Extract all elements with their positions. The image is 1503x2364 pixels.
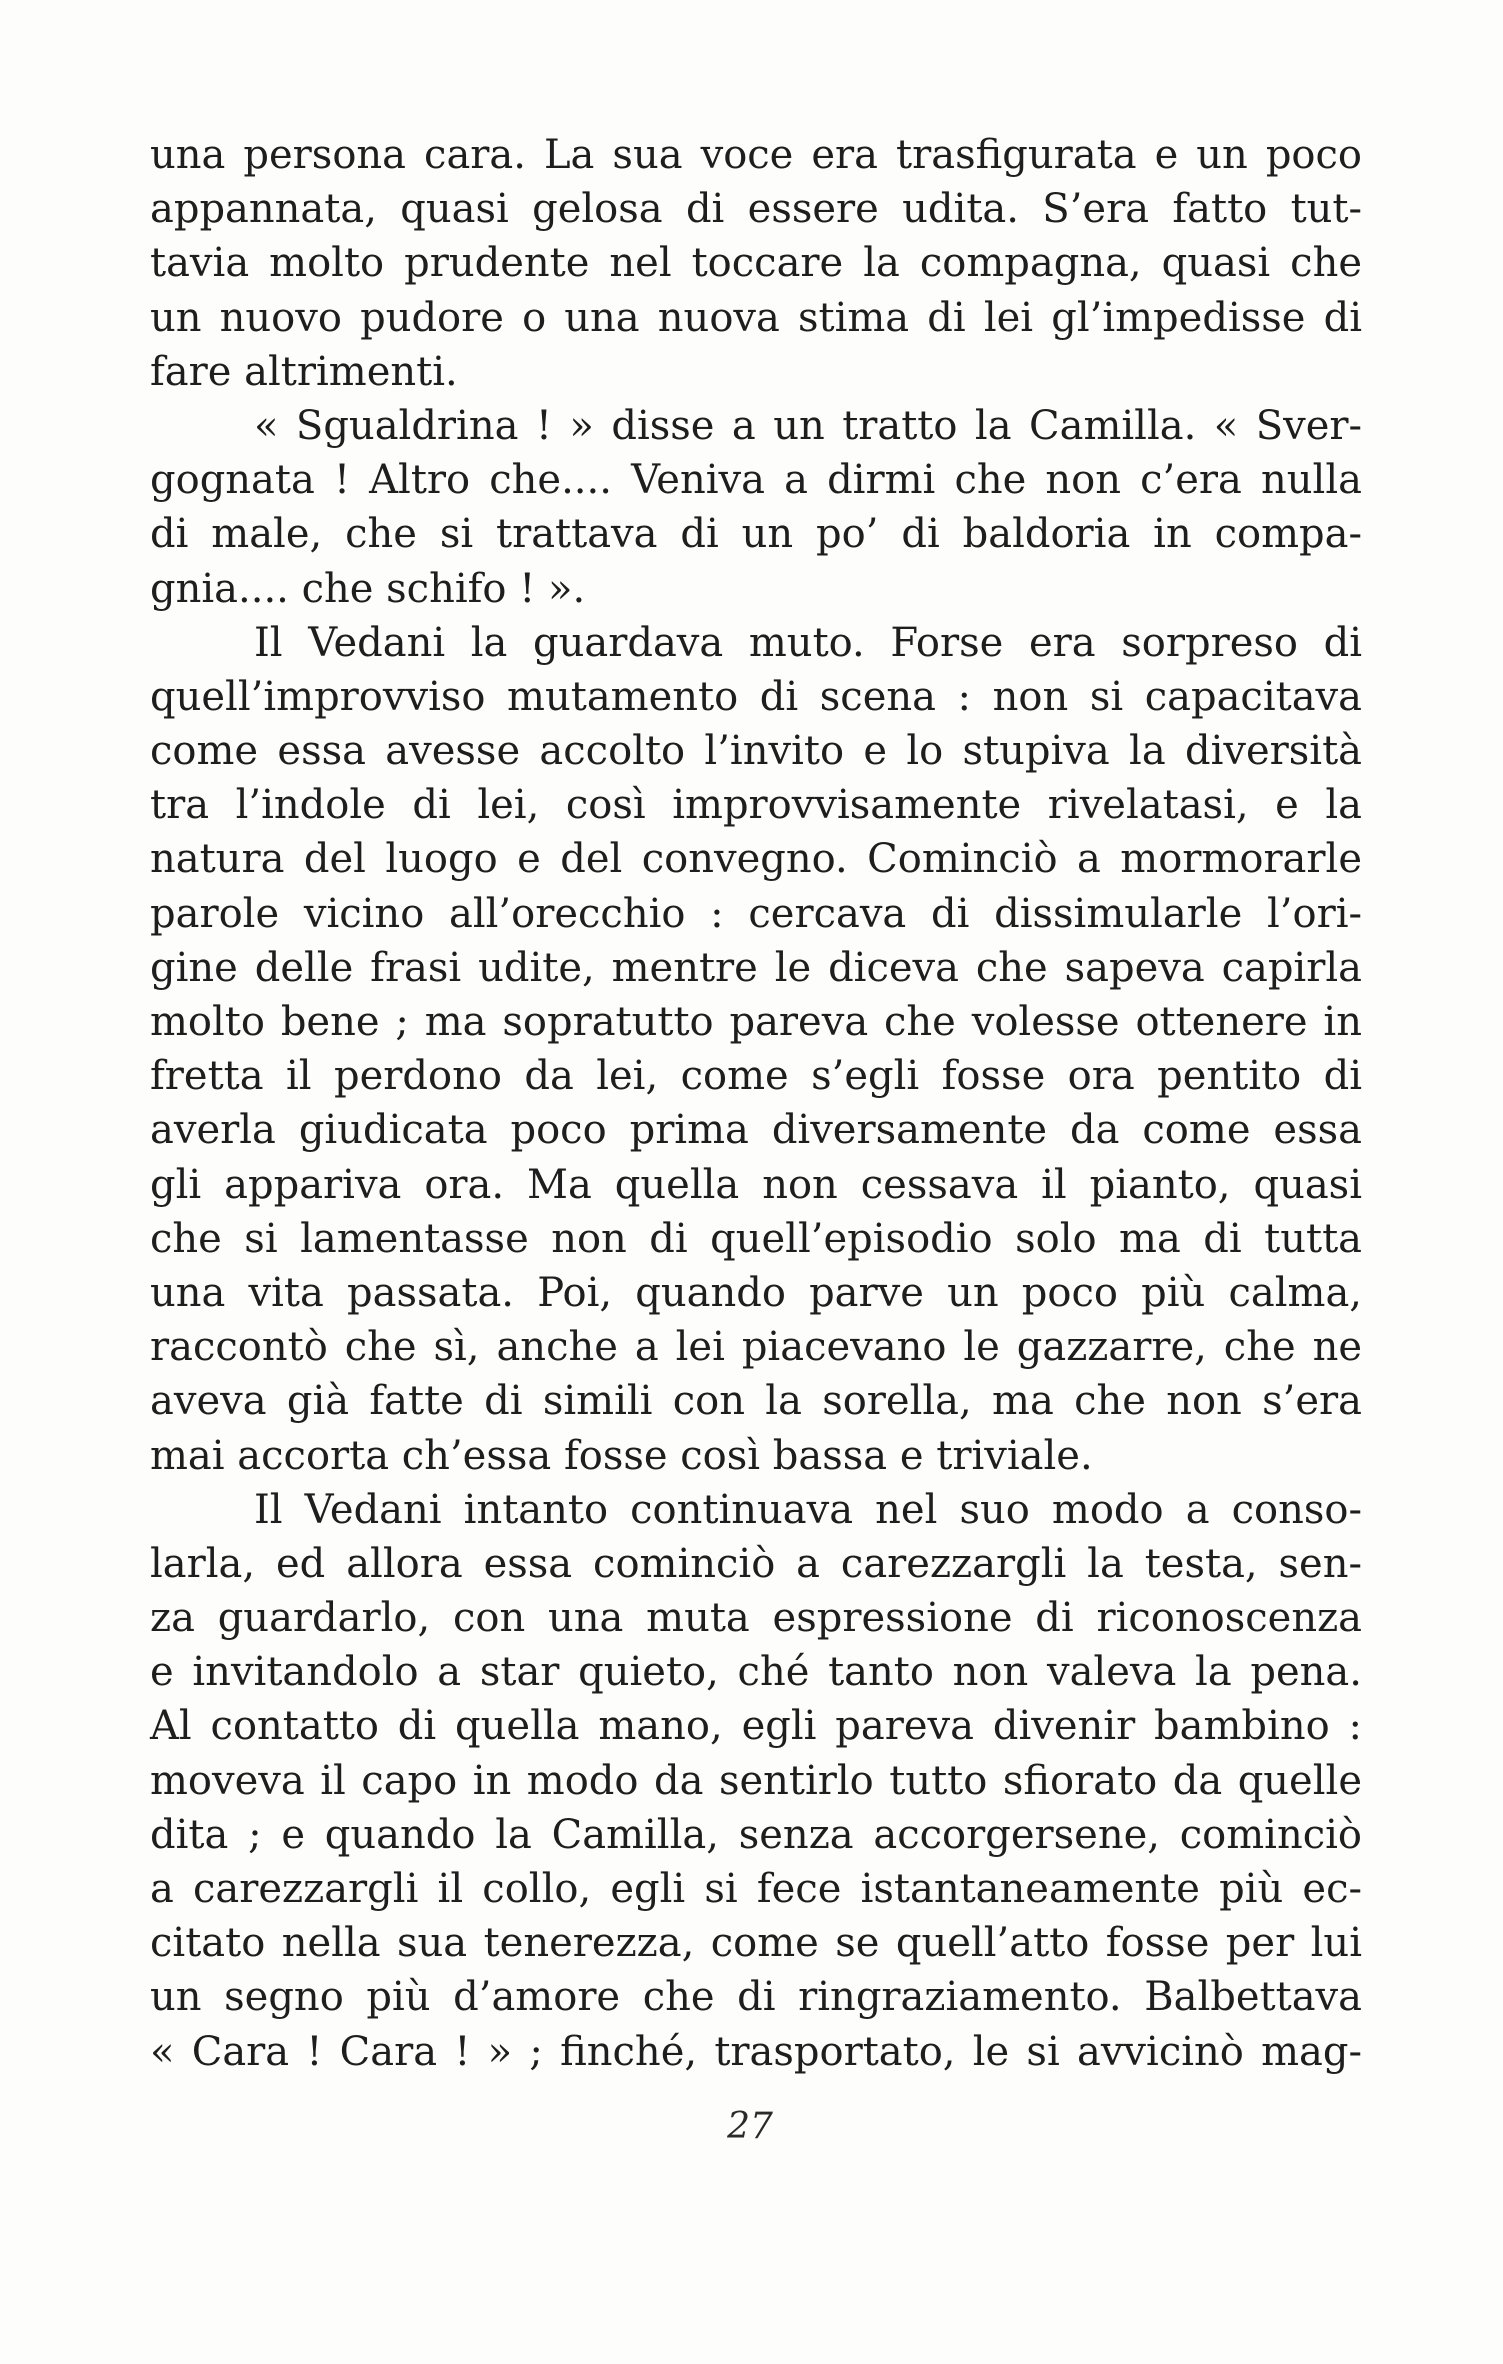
text-line: gnia.... che schifo ! ». [150,565,586,612]
text-line: « Sgualdrina ! » disse a un tratto la Camilla. « Sver- [254,402,1362,449]
text-line: a carezzargli il collo, egli si fece istantaneamente più ec- [150,1866,1362,1912]
text-line: che si lamentasse non di quell’episodio solo ma di tutta [150,1215,1362,1262]
text-line: dita ; e quando la Camilla, senza accorgersene, cominciò [150,1811,1362,1858]
text-line: aveva già fatte di simili con la sorella, ma che non s’era [150,1378,1362,1425]
text-line: di male, che si trattava di un po’ di baldoria in compa- [150,511,1362,558]
text-line: quell’improvviso mutamento di scena : non si capacitava [150,673,1362,720]
text-line: un segno più d’amore che di ringraziamento. Balbettava [150,1974,1362,2021]
text-line: tra l’indole di lei, così improvvisamente rivelatasi, e la [150,782,1362,829]
text-line: larla, ed allora essa cominciò a carezzargli la testa, sen- [150,1540,1362,1587]
text-line: mai accorta ch’essa fosse così bassa e triviale. [150,1432,1093,1479]
text-line: citato nella sua tenerezza, come se quell’atto fosse per lui [150,1920,1362,1967]
text-line: tavia molto prudente nel toccare la compagna, quasi che [150,240,1362,287]
paragraph-2 [150,399,1362,616]
text-line: Il Vedani la guardava muto. Forse era sorpreso di [254,619,1362,666]
text-line: fretta il perdono da lei, come s’egli fosse ora pentito di [150,1053,1362,1100]
text-line: molto bene ; ma sopratutto pareva che volesse ottenere in [150,999,1362,1045]
text-line: za guardarlo, con una muta espressione di riconoscenza [150,1595,1362,1642]
text-line: gli appariva ora. Ma quella non cessava il pianto, quasi [150,1161,1362,1208]
text-line: un nuovo pudore o una nuova stima di lei gl’impedisse di [150,294,1362,341]
paragraph-3 [150,616,1362,1483]
paragraph-4 [150,1483,1362,2079]
text-line: appannata, quasi gelosa di essere udita. S’era fatto tut- [150,186,1362,233]
text-line: Al contatto di quella mano, egli pareva divenir bambino : [150,1703,1362,1750]
text-line: natura del luogo e del convegno. Cominciò a mormorarle [150,836,1362,883]
body-text [150,128,1362,2079]
text-line: moveva il capo in modo da sentirlo tutto sfiorato da quelle [150,1757,1362,1804]
text-line: « Cara ! Cara ! » ; finché, trasportato, le si avvicinò mag- [150,2028,1362,2075]
text-line: e invitandolo a star quieto, ché tanto non valeva la pena. [150,1649,1362,1696]
text-line: averla giudicata poco prima diversamente da come essa [150,1107,1362,1154]
page-number: 27 [727,2106,773,2147]
paragraph-1 [150,128,1362,399]
text-line: una persona cara. La sua voce era trasfigurata e un poco [150,132,1362,178]
text-line: gognata ! Altro che.... Veniva a dirmi che non c’era nulla [150,457,1362,504]
text-line: come essa avesse accolto l’invito e lo stupiva la diversità [150,728,1362,775]
text-line: fare altrimenti. [150,348,458,395]
text-line: una vita passata. Poi, quando parve un poco più calma, [150,1269,1362,1316]
text-line: raccontò che sì, anche a lei piacevano le gazzarre, che ne [150,1324,1362,1371]
text-line: gine delle frasi udite, mentre le diceva che sapeva capirla [150,944,1362,991]
text-line: parole vicino all’orecchio : cercava di dissimularle l’ori- [150,890,1362,937]
text-line: Il Vedani intanto continuava nel suo modo a conso- [254,1486,1362,1533]
